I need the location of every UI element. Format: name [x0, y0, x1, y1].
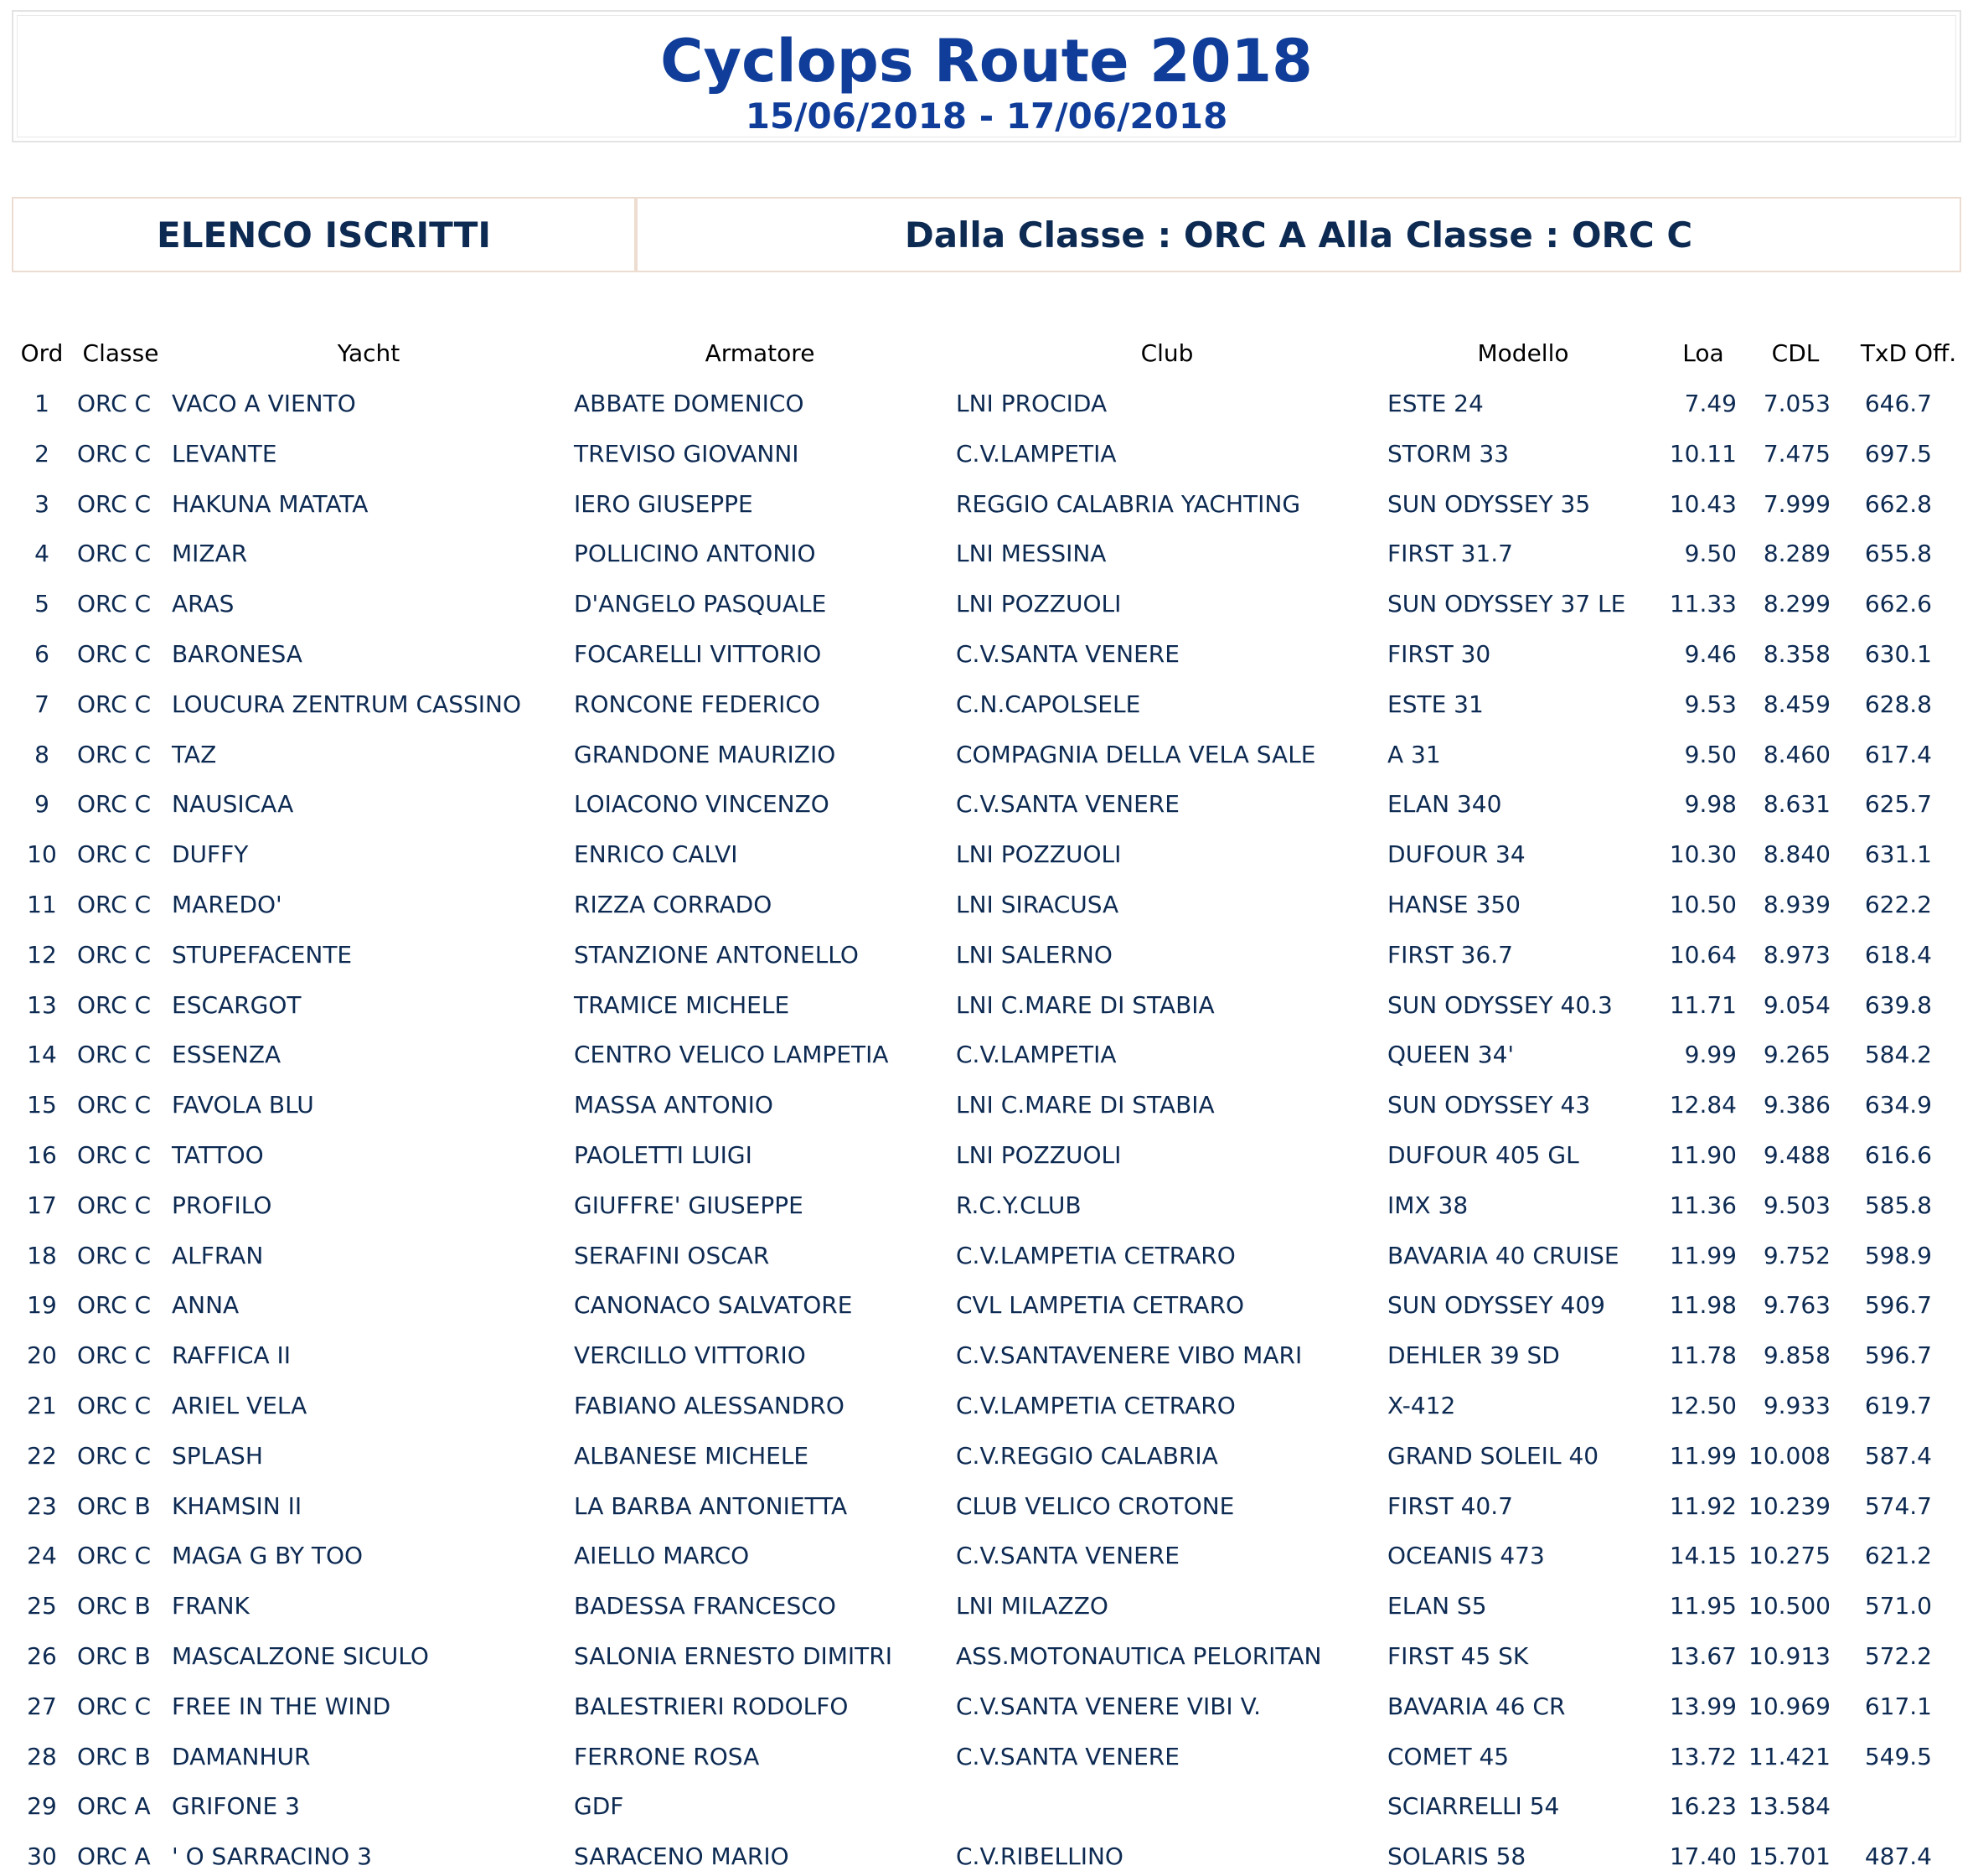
cell-classe: ORC B: [77, 1642, 151, 1670]
cell-classe: ORC C: [77, 990, 152, 1019]
cell-classe: ORC C: [77, 740, 152, 768]
cell-club: C.V.RIBELLINO: [956, 1842, 1123, 1871]
cell-loa: 12.50: [1669, 1392, 1737, 1419]
cell-club: LNI POZZUOLI: [956, 840, 1122, 869]
cell-armatore: ENRICO CALVI: [574, 840, 738, 869]
cell-txd: 631.1: [1864, 840, 1932, 869]
cell-cdl: 10.275: [1748, 1542, 1831, 1570]
cell-cdl: 9.752: [1763, 1241, 1831, 1269]
cell-modello: ESTE 24: [1387, 390, 1484, 417]
cell-loa: 11.98: [1669, 1291, 1737, 1320]
cell-classe: ORC C: [77, 1091, 152, 1119]
cell-modello: QUEEN 34': [1387, 1041, 1515, 1069]
cell-ord: 5: [34, 590, 49, 618]
cell-armatore: TREVISO GIOVANNI: [574, 439, 799, 468]
cell-txd: 616.6: [1864, 1141, 1932, 1169]
cell-txd: 487.4: [1864, 1842, 1932, 1871]
cell-yacht: TAZ: [172, 740, 217, 768]
cell-loa: 7.49: [1684, 390, 1737, 417]
cell-yacht: ALFRAN: [172, 1241, 264, 1269]
col-header-cdl: CDL: [1771, 339, 1820, 367]
cell-txd: 617.1: [1864, 1692, 1932, 1720]
cell-ord: 12: [27, 940, 57, 969]
cell-modello: BAVARIA 46 CR: [1387, 1692, 1566, 1720]
cell-modello: FIRST 30: [1387, 640, 1491, 668]
cell-classe: ORC B: [77, 1491, 151, 1520]
cell-loa: 13.67: [1669, 1642, 1737, 1670]
list-title: ELENCO ISCRITTI: [157, 214, 491, 256]
cell-txd: 634.9: [1864, 1091, 1932, 1119]
cell-club: C.V.REGGIO CALABRIA: [956, 1441, 1218, 1470]
cell-classe: ORC A: [77, 1842, 151, 1871]
cell-cdl: 10.008: [1748, 1441, 1831, 1470]
cell-yacht: DUFFY: [172, 840, 249, 869]
cell-yacht: MAREDO': [172, 891, 282, 918]
cell-yacht: DAMANHUR: [172, 1742, 311, 1770]
cell-armatore: TRAMICE MICHELE: [574, 990, 790, 1019]
cell-txd: 584.2: [1864, 1041, 1932, 1069]
cell-cdl: 9.265: [1763, 1041, 1831, 1069]
cell-club: C.V.SANTAVENERE VIBO MARI: [956, 1341, 1303, 1370]
cell-cdl: 9.503: [1763, 1191, 1831, 1219]
cell-ord: 15: [27, 1091, 57, 1119]
cell-ord: 9: [34, 790, 49, 819]
cell-ord: 18: [27, 1241, 57, 1269]
cell-loa: 13.99: [1669, 1692, 1737, 1720]
cell-cdl: 8.289: [1763, 540, 1831, 568]
cell-club: C.N.CAPOLSELE: [956, 690, 1141, 718]
cell-modello: GRAND SOLEIL 40: [1387, 1441, 1599, 1470]
cell-armatore: PAOLETTI LUIGI: [574, 1141, 752, 1169]
cell-club: LNI SIRACUSA: [956, 891, 1119, 918]
cell-yacht: ARIEL VELA: [172, 1392, 307, 1419]
cell-ord: 26: [27, 1642, 57, 1670]
cell-txd: 617.4: [1864, 740, 1932, 768]
cell-ord: 14: [27, 1041, 57, 1069]
cell-club: C.V.SANTA VENERE: [956, 1542, 1180, 1570]
cell-cdl: 10.969: [1748, 1692, 1831, 1720]
cell-ord: 23: [27, 1491, 57, 1520]
cell-yacht: ESSENZA: [172, 1041, 281, 1069]
cell-cdl: 8.973: [1763, 940, 1831, 969]
cell-yacht: LEVANTE: [172, 439, 277, 468]
cell-ord: 29: [27, 1792, 57, 1821]
cell-yacht: TATTOO: [172, 1141, 264, 1169]
cell-yacht: ANNA: [172, 1291, 240, 1320]
class-range: Dalla Classe : ORC A Alla Classe : ORC C: [904, 214, 1693, 256]
cell-classe: ORC C: [77, 1341, 152, 1370]
cell-txd: 697.5: [1864, 439, 1932, 468]
cell-txd: 572.2: [1864, 1642, 1932, 1670]
cell-club: LNI C.MARE DI STABIA: [956, 990, 1215, 1019]
cell-ord: 7: [34, 690, 49, 718]
cell-armatore: D'ANGELO PASQUALE: [574, 590, 827, 618]
cell-modello: DUFOUR 34: [1387, 840, 1526, 869]
cell-modello: FIRST 36.7: [1387, 940, 1513, 969]
cell-armatore: GDF: [574, 1792, 624, 1821]
cell-club: C.V.SANTA VENERE: [956, 1742, 1180, 1770]
cell-club: C.V.SANTA VENERE: [956, 790, 1180, 819]
cell-txd: 585.8: [1864, 1191, 1932, 1219]
cell-ord: 3: [34, 489, 49, 518]
cell-yacht: KHAMSIN II: [172, 1491, 302, 1520]
cell-txd: 655.8: [1864, 540, 1932, 568]
cell-yacht: MIZAR: [172, 540, 248, 568]
cell-modello: A 31: [1387, 740, 1441, 768]
title-box: [12, 10, 1961, 142]
cell-club: LNI SALERNO: [956, 940, 1113, 969]
cell-armatore: GIUFFRE' GIUSEPPE: [574, 1191, 803, 1219]
cell-loa: 13.72: [1669, 1742, 1737, 1770]
cell-loa: 16.23: [1669, 1792, 1737, 1821]
cell-txd: 646.7: [1864, 390, 1932, 417]
cell-txd: 621.2: [1864, 1542, 1932, 1570]
cell-ord: 1: [34, 390, 49, 417]
cell-classe: ORC C: [77, 840, 152, 869]
cell-modello: SUN ODYSSEY 37 LE: [1387, 590, 1626, 618]
cell-modello: FIRST 40.7: [1387, 1491, 1513, 1520]
cell-yacht: GRIFONE 3: [172, 1792, 300, 1821]
cell-yacht: BARONESA: [172, 640, 302, 668]
cell-cdl: 10.239: [1748, 1491, 1831, 1520]
cell-armatore: MASSA ANTONIO: [574, 1091, 773, 1119]
cell-loa: 11.36: [1669, 1191, 1737, 1219]
cell-armatore: GRANDONE MAURIZIO: [574, 740, 836, 768]
cell-classe: ORC C: [77, 690, 152, 718]
cell-ord: 2: [34, 439, 49, 468]
cell-txd: 622.2: [1864, 891, 1932, 918]
cell-club: CLUB VELICO CROTONE: [956, 1491, 1235, 1520]
cell-modello: COMET 45: [1387, 1742, 1510, 1770]
cell-yacht: MAGA G BY TOO: [172, 1542, 364, 1570]
cell-ord: 6: [34, 640, 49, 668]
cell-armatore: LA BARBA ANTONIETTA: [574, 1491, 848, 1520]
cell-armatore: ALBANESE MICHELE: [574, 1441, 809, 1470]
cell-ord: 13: [27, 990, 57, 1019]
cell-yacht: ' O SARRACINO 3: [172, 1842, 372, 1871]
cell-ord: 30: [27, 1842, 57, 1871]
cell-club: LNI MILAZZO: [956, 1592, 1108, 1620]
cell-modello: DEHLER 39 SD: [1387, 1341, 1560, 1370]
cell-loa: 9.50: [1684, 540, 1737, 568]
cell-yacht: LOUCURA ZENTRUM CASSINO: [172, 690, 521, 718]
col-header-txd: TxD Off.: [1860, 339, 1957, 367]
cell-armatore: FERRONE ROSA: [574, 1742, 760, 1770]
cell-ord: 28: [27, 1742, 57, 1770]
cell-cdl: 8.358: [1763, 640, 1831, 668]
cell-txd: 574.7: [1864, 1491, 1932, 1520]
cell-club: C.V.LAMPETIA: [956, 1041, 1117, 1069]
cell-txd: 549.5: [1864, 1742, 1932, 1770]
cell-classe: ORC C: [77, 489, 152, 518]
cell-cdl: 7.475: [1763, 439, 1831, 468]
cell-club: C.V.LAMPETIA CETRARO: [956, 1392, 1236, 1419]
cell-ord: 17: [27, 1191, 57, 1219]
cell-armatore: CENTRO VELICO LAMPETIA: [574, 1041, 889, 1069]
cell-txd: 639.8: [1864, 990, 1932, 1019]
cell-armatore: SALONIA ERNESTO DIMITRI: [574, 1642, 892, 1670]
cell-ord: 10: [27, 840, 57, 869]
cell-cdl: 10.913: [1748, 1642, 1831, 1670]
cell-classe: ORC C: [77, 1191, 152, 1219]
cell-modello: SUN ODYSSEY 409: [1387, 1291, 1605, 1320]
cell-club: LNI POZZUOLI: [956, 590, 1122, 618]
cell-club: CVL LAMPETIA CETRARO: [956, 1291, 1245, 1320]
cell-txd: 618.4: [1864, 940, 1932, 969]
cell-ord: 11: [27, 891, 57, 918]
cell-modello: HANSE 350: [1387, 891, 1521, 918]
cell-club: C.V.SANTA VENERE VIBI V.: [956, 1692, 1262, 1720]
cell-club: C.V.LAMPETIA: [956, 439, 1117, 468]
cell-cdl: 9.054: [1763, 990, 1831, 1019]
cell-classe: ORC C: [77, 1141, 152, 1169]
cell-cdl: 9.933: [1763, 1392, 1831, 1419]
cell-ord: 27: [27, 1692, 57, 1720]
cell-classe: ORC C: [77, 1441, 152, 1470]
cell-loa: 12.84: [1669, 1091, 1737, 1119]
cell-yacht: MASCALZONE SICULO: [172, 1642, 429, 1670]
cell-txd: 662.8: [1864, 489, 1932, 518]
list-title-box: [12, 197, 636, 272]
cell-club: LNI POZZUOLI: [956, 1141, 1122, 1169]
cell-ord: 22: [27, 1441, 57, 1470]
cell-txd: 630.1: [1864, 640, 1932, 668]
cell-loa: 11.71: [1669, 990, 1737, 1019]
cell-txd: 571.0: [1864, 1592, 1932, 1620]
cell-club: LNI C.MARE DI STABIA: [956, 1091, 1215, 1119]
cell-armatore: SARACENO MARIO: [574, 1842, 789, 1871]
cell-armatore: ABBATE DOMENICO: [574, 390, 804, 417]
cell-txd: 625.7: [1864, 790, 1932, 819]
cell-armatore: RIZZA CORRADO: [574, 891, 772, 918]
cell-cdl: 8.939: [1763, 891, 1831, 918]
cell-loa: 10.11: [1669, 439, 1737, 468]
cell-classe: ORC C: [77, 1542, 152, 1570]
cell-ord: 21: [27, 1392, 57, 1419]
cell-club: C.V.SANTA VENERE: [956, 640, 1180, 668]
col-header-ord: Ord: [20, 339, 64, 367]
cell-armatore: POLLICINO ANTONIO: [574, 540, 816, 568]
cell-classe: ORC C: [77, 640, 152, 668]
cell-modello: SUN ODYSSEY 43: [1387, 1091, 1591, 1119]
cell-armatore: BADESSA FRANCESCO: [574, 1592, 836, 1620]
col-header-yacht: Yacht: [337, 339, 400, 367]
cell-loa: 10.30: [1669, 840, 1737, 869]
col-header-classe: Classe: [82, 339, 159, 367]
cell-cdl: 10.500: [1748, 1592, 1831, 1620]
cell-yacht: FREE IN THE WIND: [172, 1692, 391, 1720]
cell-yacht: VACO A VIENTO: [172, 390, 356, 417]
cell-loa: 10.64: [1669, 940, 1737, 969]
cell-modello: X-412: [1387, 1392, 1456, 1419]
cell-txd: 619.7: [1864, 1392, 1932, 1419]
cell-cdl: 7.999: [1763, 489, 1831, 518]
cell-armatore: BALESTRIERI RODOLFO: [574, 1692, 849, 1720]
cell-modello: IMX 38: [1387, 1191, 1469, 1219]
cell-loa: 9.50: [1684, 740, 1737, 768]
cell-armatore: FABIANO ALESSANDRO: [574, 1392, 844, 1419]
cell-loa: 11.90: [1669, 1141, 1737, 1169]
cell-modello: ELAN 340: [1387, 790, 1502, 819]
cell-ord: 20: [27, 1341, 57, 1370]
cell-cdl: 7.053: [1763, 390, 1831, 417]
cell-cdl: 8.631: [1763, 790, 1831, 819]
cell-armatore: SERAFINI OSCAR: [574, 1241, 770, 1269]
cell-club: LNI MESSINA: [956, 540, 1107, 568]
col-header-modello: Modello: [1477, 339, 1569, 367]
cell-cdl: 9.488: [1763, 1141, 1831, 1169]
cell-yacht: RAFFICA II: [172, 1341, 292, 1370]
cell-classe: ORC C: [77, 1241, 152, 1269]
cell-classe: ORC A: [77, 1792, 151, 1821]
cell-ord: 8: [34, 740, 49, 768]
cell-yacht: HAKUNA MATATA: [172, 489, 369, 518]
cell-modello: FIRST 31.7: [1387, 540, 1513, 568]
cell-classe: ORC B: [77, 1742, 151, 1770]
page-title: Cyclops Route 2018: [660, 27, 1313, 96]
cell-classe: ORC C: [77, 1692, 152, 1720]
cell-loa: 11.95: [1669, 1592, 1737, 1620]
cell-classe: ORC C: [77, 940, 152, 969]
cell-cdl: 15.701: [1748, 1842, 1831, 1871]
cell-club: ASS.MOTONAUTICA PELORITAN: [956, 1642, 1322, 1670]
cell-modello: DUFOUR 405 GL: [1387, 1141, 1579, 1169]
cell-modello: BAVARIA 40 CRUISE: [1387, 1241, 1619, 1269]
cell-yacht: STUPEFACENTE: [172, 940, 353, 969]
col-header-loa: Loa: [1682, 339, 1724, 367]
cell-armatore: IERO GIUSEPPE: [574, 489, 753, 518]
cell-modello: ESTE 31: [1387, 690, 1484, 718]
cell-loa: 9.99: [1684, 1041, 1737, 1069]
cell-classe: ORC C: [77, 1041, 152, 1069]
cell-ord: 16: [27, 1141, 57, 1169]
cell-loa: 11.78: [1669, 1341, 1737, 1370]
cell-cdl: 8.299: [1763, 590, 1831, 618]
cell-club: REGGIO CALABRIA YACHTING: [956, 489, 1301, 518]
cell-txd: 596.7: [1864, 1341, 1932, 1370]
cell-modello: STORM 33: [1387, 439, 1510, 468]
cell-cdl: 9.386: [1763, 1091, 1831, 1119]
cell-loa: 9.53: [1684, 690, 1737, 718]
event-dates: 15/06/2018 - 17/06/2018: [745, 96, 1228, 137]
cell-loa: 10.50: [1669, 891, 1737, 918]
cell-ord: 24: [27, 1542, 57, 1570]
cell-classe: ORC C: [77, 790, 152, 819]
cell-classe: ORC C: [77, 590, 152, 618]
cell-classe: ORC C: [77, 439, 152, 468]
cell-ord: 19: [27, 1291, 57, 1320]
cell-club: COMPAGNIA DELLA VELA SALE: [956, 740, 1316, 768]
cell-loa: 11.99: [1669, 1241, 1737, 1269]
cell-cdl: 13.584: [1748, 1792, 1831, 1821]
cell-modello: SUN ODYSSEY 35: [1387, 489, 1591, 518]
class-range-box: [636, 197, 1961, 272]
cell-modello: ELAN S5: [1387, 1592, 1487, 1620]
cell-loa: 11.99: [1669, 1441, 1737, 1470]
cell-cdl: 9.763: [1763, 1291, 1831, 1320]
cell-yacht: ARAS: [172, 590, 235, 618]
cell-armatore: RONCONE FEDERICO: [574, 690, 820, 718]
cell-cdl: 11.421: [1748, 1742, 1831, 1770]
cell-modello: SUN ODYSSEY 40.3: [1387, 990, 1613, 1019]
cell-club: C.V.LAMPETIA CETRARO: [956, 1241, 1236, 1269]
cell-loa: 9.98: [1684, 790, 1737, 819]
cell-yacht: PROFILO: [172, 1191, 272, 1219]
cell-modello: SCIARRELLI 54: [1387, 1792, 1560, 1821]
cell-club: R.C.Y.CLUB: [956, 1191, 1082, 1219]
cell-classe: ORC C: [77, 1291, 152, 1320]
cell-classe: ORC C: [77, 891, 152, 918]
cell-cdl: 9.858: [1763, 1341, 1831, 1370]
cell-cdl: 8.460: [1763, 740, 1831, 768]
cell-classe: ORC C: [77, 540, 152, 568]
cell-modello: SOLARIS 58: [1387, 1842, 1526, 1871]
cell-loa: 9.46: [1684, 640, 1737, 668]
cell-classe: ORC C: [77, 390, 152, 417]
col-header-club: Club: [1140, 339, 1194, 367]
cell-txd: 628.8: [1864, 690, 1932, 718]
cell-modello: FIRST 45 SK: [1387, 1642, 1529, 1670]
cell-armatore: AIELLO MARCO: [574, 1542, 750, 1570]
cell-ord: 25: [27, 1592, 57, 1620]
cell-cdl: 8.459: [1763, 690, 1831, 718]
cell-ord: 4: [34, 540, 49, 568]
cell-club: LNI PROCIDA: [956, 390, 1108, 417]
cell-yacht: SPLASH: [172, 1441, 263, 1470]
cell-armatore: STANZIONE ANTONELLO: [574, 940, 859, 969]
cell-loa: 17.40: [1669, 1842, 1737, 1871]
cell-loa: 10.43: [1669, 489, 1737, 518]
cell-classe: ORC C: [77, 1392, 152, 1419]
cell-loa: 14.15: [1669, 1542, 1737, 1570]
cell-txd: 596.7: [1864, 1291, 1932, 1320]
cell-yacht: ESCARGOT: [172, 990, 302, 1019]
cell-yacht: FAVOLA BLU: [172, 1091, 314, 1119]
cell-armatore: LOIACONO VINCENZO: [574, 790, 829, 819]
cell-cdl: 8.840: [1763, 840, 1831, 869]
cell-classe: ORC B: [77, 1592, 151, 1620]
cell-yacht: FRANK: [172, 1592, 250, 1620]
cell-armatore: FOCARELLI VITTORIO: [574, 640, 822, 668]
cell-txd: 598.9: [1864, 1241, 1932, 1269]
cell-loa: 11.33: [1669, 590, 1737, 618]
cell-armatore: CANONACO SALVATORE: [574, 1291, 853, 1320]
cell-txd: 587.4: [1864, 1441, 1932, 1470]
cell-modello: OCEANIS 473: [1387, 1542, 1545, 1570]
cell-yacht: NAUSICAA: [172, 790, 294, 819]
cell-txd: 662.6: [1864, 590, 1932, 618]
cell-loa: 11.92: [1669, 1491, 1737, 1520]
cell-armatore: VERCILLO VITTORIO: [574, 1341, 806, 1370]
col-header-armatore: Armatore: [705, 339, 815, 367]
